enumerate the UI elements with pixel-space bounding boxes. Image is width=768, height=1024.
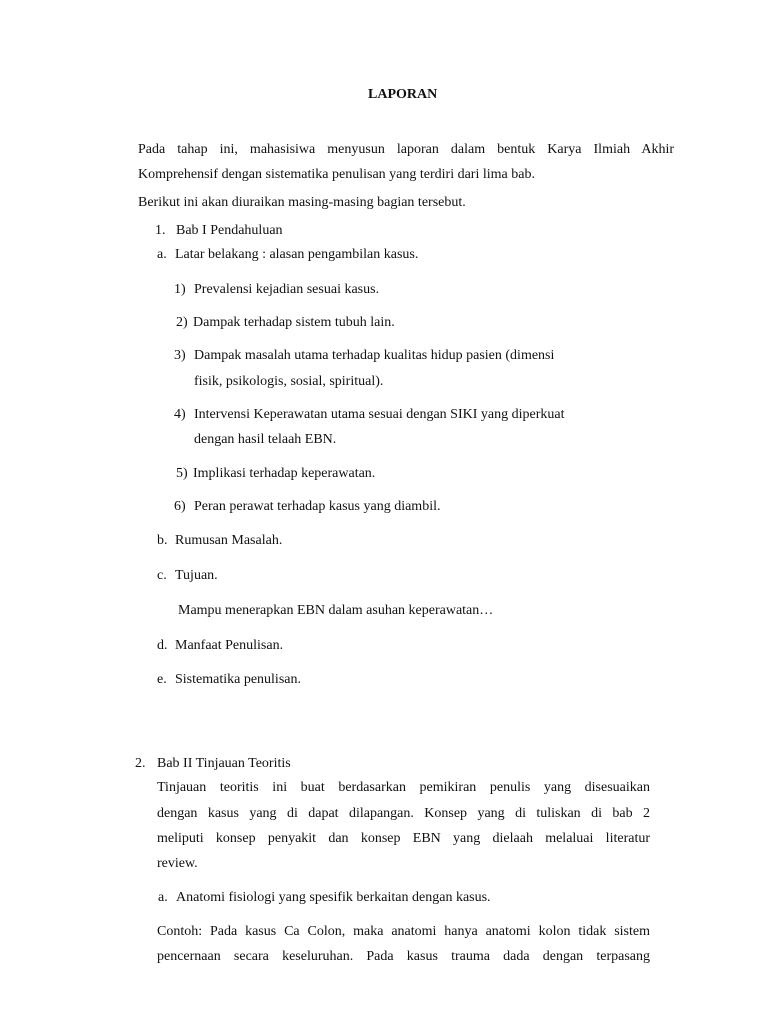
item-3-number: 3)	[174, 348, 186, 363]
item-6-number: 6)	[174, 499, 186, 514]
item-6-text: Peran perawat terhadap kasus yang diambil.	[194, 499, 441, 514]
bab1-b-text: Rumusan Masalah.	[175, 533, 283, 548]
bab2-a-marker: a.	[158, 890, 168, 905]
item-5-number: 5)	[176, 466, 188, 481]
bab1-c-marker: c.	[157, 568, 167, 583]
bab1-e-marker: e.	[157, 672, 167, 687]
item-1-number: 1)	[174, 282, 186, 297]
intro-line-2: Komprehensif dengan sistematika penulisan yang terdiri dari lima bab.	[138, 167, 535, 182]
item-4-number: 4)	[174, 407, 186, 422]
item-2-number: 2)	[176, 315, 188, 330]
item-5-text: Implikasi terhadap keperawatan.	[193, 466, 376, 481]
bab2-para-line-1: Tinjauan teoritis ini buat berdasarkan pemikiran penulis yang disesuaikan	[157, 780, 650, 795]
intro-line-3: Berikut ini akan diuraikan masing-masing bagian tersebut.	[138, 195, 466, 210]
bab1-b-marker: b.	[157, 533, 168, 548]
bab1-d-marker: d.	[157, 638, 168, 653]
item-4-text-line-2: dengan hasil telaah EBN.	[194, 432, 337, 447]
bab1-d-text: Manfaat Penulisan.	[175, 638, 284, 653]
bab1-number: 1.	[155, 223, 166, 238]
intro-line-1: Pada tahap ini, mahasisiwa menyusun laporan dalam bentuk Karya Ilmiah Akhir	[138, 142, 674, 157]
item-4-text-line-1: Intervensi Keperawatan utama sesuai dengan SIKI yang diperkuat	[194, 407, 565, 422]
item-2-text: Dampak terhadap sistem tubuh lain.	[193, 315, 395, 330]
bab1-a-marker: a.	[157, 247, 167, 262]
bab2-a-text: Anatomi fisiologi yang spesifik berkaitan dengan kasus.	[176, 890, 491, 905]
bab1-a-text: Latar belakang : alasan pengambilan kasus.	[175, 247, 419, 262]
bab2-example-line-2: pencernaan secara keseluruhan. Pada kasus trauma dada dengan terpasang	[157, 949, 650, 964]
bab1-c-note: Mampu menerapkan EBN dalam asuhan keperawatan…	[178, 603, 494, 618]
bab1-title: Bab I Pendahuluan	[176, 223, 283, 238]
document-title: LAPORAN	[368, 87, 438, 102]
item-3-text-line-1: Dampak masalah utama terhadap kualitas hidup pasien (dimensi	[194, 348, 555, 363]
bab2-number: 2.	[135, 756, 146, 771]
bab1-e-text: Sistematika penulisan.	[175, 672, 301, 687]
bab2-example-line-1: Contoh: Pada kasus Ca Colon, maka anatomi hanya anatomi kolon tidak sistem	[157, 924, 650, 939]
bab2-para-line-4: review.	[157, 856, 198, 871]
bab2-para-line-2: dengan kasus yang di dapat dilapangan. Konsep yang di tuliskan di bab 2	[157, 806, 650, 821]
bab2-title: Bab II Tinjauan Teoritis	[157, 756, 291, 771]
item-1-text: Prevalensi kejadian sesuai kasus.	[194, 282, 380, 297]
item-3-text-line-2: fisik, psikologis, sosial, spiritual).	[194, 374, 384, 389]
bab2-para-line-3: meliputi konsep penyakit dan konsep EBN yang dielaah melaluai literatur	[157, 831, 650, 846]
bab1-c-text: Tujuan.	[175, 568, 218, 583]
